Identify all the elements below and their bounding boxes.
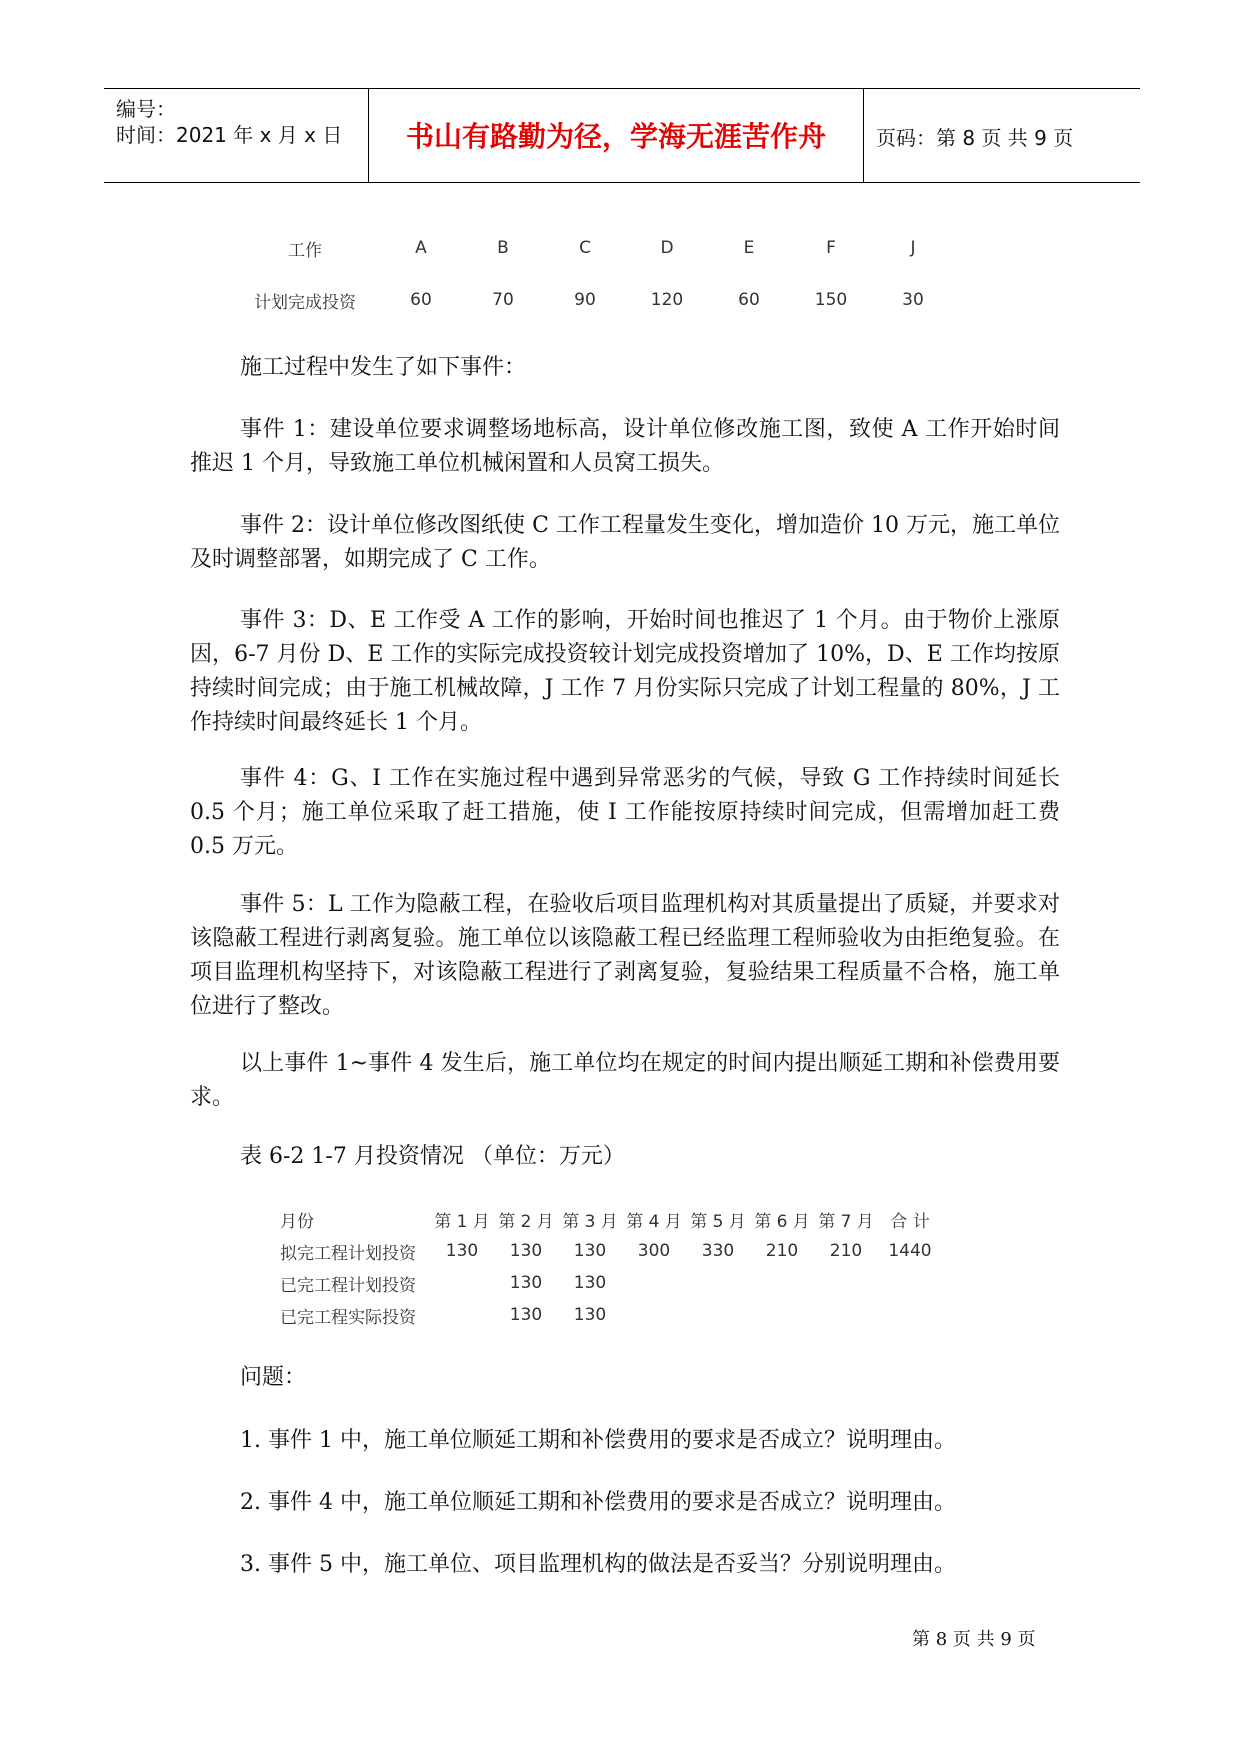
column-header: 第 2 月: [498, 1211, 554, 1232]
column-header: 第 7 月: [818, 1211, 874, 1232]
table-cell: 30: [902, 290, 924, 310]
header-motto-cell: [369, 89, 864, 182]
column-header: 第 6 月: [754, 1211, 810, 1232]
row-label: 拟完工程计划投资: [280, 1243, 416, 1264]
table-cell: [878, 1299, 942, 1331]
table-cell: 300: [637, 1241, 671, 1261]
table-cell: [622, 1299, 686, 1331]
row-label: 已完工程实际投资: [280, 1307, 416, 1328]
table-cell: J: [910, 238, 916, 258]
table-cell: 150: [814, 290, 848, 310]
column-header: 第 3 月: [562, 1211, 618, 1232]
plan-investment-table: [230, 222, 954, 326]
investment-table: [280, 1203, 942, 1331]
table-cell: 210: [765, 1241, 799, 1261]
table-cell: 130: [509, 1273, 543, 1293]
table-cell: B: [497, 238, 509, 258]
table-row: [280, 1235, 942, 1267]
question-item: 3. 事件 5 中，施工单位、项目监理机构的做法是否妥当？分别说明理由。: [240, 1552, 956, 1577]
table-cell: 60: [738, 290, 760, 310]
header-left-cell: [104, 89, 369, 182]
table-cell: 130: [573, 1305, 607, 1325]
event-1-paragraph: 事件 1：建设单位要求调整场地标高，设计单位修改施工图，致使 A 工作开始时间推迟 1 个月，导致施工单位机械闲置和人员窝工损失。: [190, 417, 1060, 476]
table-caption: 表 6-2 1-7 月投资情况 （单位：万元）: [240, 1144, 625, 1169]
table-cell: [878, 1267, 942, 1299]
intro-paragraph: 施工过程中发生了如下事件：: [240, 355, 527, 380]
question-item: 1. 事件 1 中，施工单位顺延工期和补偿费用的要求是否成立？说明理由。: [240, 1428, 956, 1453]
column-header: 月份: [280, 1211, 314, 1232]
event-2-paragraph: 事件 2：设计单位修改图纸使 C 工作工程量发生变化，增加造价 10 万元，施工单位及时调整部署，如期完成了 C 工作。: [190, 513, 1060, 572]
row-label: 已完工程计划投资: [280, 1275, 416, 1296]
table-cell: [750, 1267, 814, 1299]
time-label: 时间：2021 年 x 月 x 日: [116, 123, 343, 147]
event-4-paragraph: 事件 4：G、I 工作在实施过程中遇到异常恶劣的气候，导致 G 工作持续时间延长 0.5 个月；施工单位采取了赶工措施，使 I 工作能按原持续时间完成，但需增加赶工费 0.5 万元。: [190, 766, 1060, 859]
table-row: [280, 1299, 942, 1331]
table-cell: 330: [701, 1241, 735, 1261]
table-row: [230, 222, 954, 274]
table-cell: 130: [509, 1305, 543, 1325]
table-cell: [814, 1267, 878, 1299]
table-cell: D: [660, 238, 674, 258]
table-cell: F: [826, 238, 836, 258]
table-cell: E: [743, 238, 755, 258]
table-cell: [750, 1299, 814, 1331]
table-cell: [430, 1267, 494, 1299]
column-header: 第 4 月: [626, 1211, 682, 1232]
question-item: 2. 事件 4 中，施工单位顺延工期和补偿费用的要求是否成立？说明理由。: [240, 1490, 956, 1515]
table-cell: 工作: [288, 240, 322, 261]
table-row: [280, 1267, 942, 1299]
page-footer: 第 8 页 共 9 页: [912, 1629, 1036, 1650]
page-code: 页码：第 8 页 共 9 页: [876, 126, 1074, 150]
table-cell: 130: [573, 1273, 607, 1293]
table-cell: [686, 1299, 750, 1331]
table-cell: 210: [829, 1241, 863, 1261]
table-cell: A: [415, 238, 427, 258]
table-cell: 60: [410, 290, 432, 310]
table-cell: 70: [492, 290, 514, 310]
table-row: [230, 274, 954, 326]
event-3-paragraph: 事件 3：D、E 工作受 A 工作的影响，开始时间也推迟了 1 个月。由于物价上涨原因，6-7 月份 D、E 工作的实际完成投资较计划完成投资增加了 10%，D、E 工作均按原持续时间完成；由于施工机械故障，J 工作 7 月份实际只完成了计划工程量的 80%，J 工作持续时间最终延长 1 个月。: [190, 608, 1060, 735]
table-cell: 130: [509, 1241, 543, 1261]
table-cell: [814, 1299, 878, 1331]
table-cell: 130: [445, 1241, 479, 1261]
column-header: 合 计: [890, 1211, 930, 1232]
table-cell: 1440: [888, 1241, 932, 1261]
table-cell: [430, 1299, 494, 1331]
questions-title: 问题：: [240, 1365, 307, 1390]
table-header-row: [280, 1203, 942, 1235]
header-right-cell: [864, 89, 1140, 182]
table-cell: [622, 1267, 686, 1299]
summary-paragraph: 以上事件 1~事件 4 发生后，施工单位均在规定的时间内提出顺延工期和补偿费用要求。: [190, 1051, 1060, 1110]
page-header: [104, 88, 1140, 183]
table-cell: 120: [650, 290, 684, 310]
table-cell: 130: [573, 1241, 607, 1261]
number-label: 编号：: [116, 97, 176, 121]
motto: 书山有路勤为径，学海无涯苦作舟: [405, 120, 826, 153]
column-header: 第 5 月: [690, 1211, 746, 1232]
table-cell: C: [579, 238, 591, 258]
table-cell: 90: [574, 290, 596, 310]
event-5-paragraph: 事件 5：L 工作为隐蔽工程，在验收后项目监理机构对其质量提出了质疑，并要求对该隐蔽工程进行剥离复验。施工单位以该隐蔽工程已经监理工程师验收为由拒绝复验。在项目监理机构坚持下，对该隐蔽工程进行了剥离复验，复验结果工程质量不合格，施工单位进行了整改。: [190, 892, 1060, 1019]
table-cell: [686, 1267, 750, 1299]
column-header: 第 1 月: [434, 1211, 490, 1232]
table-cell: 计划完成投资: [254, 292, 356, 313]
